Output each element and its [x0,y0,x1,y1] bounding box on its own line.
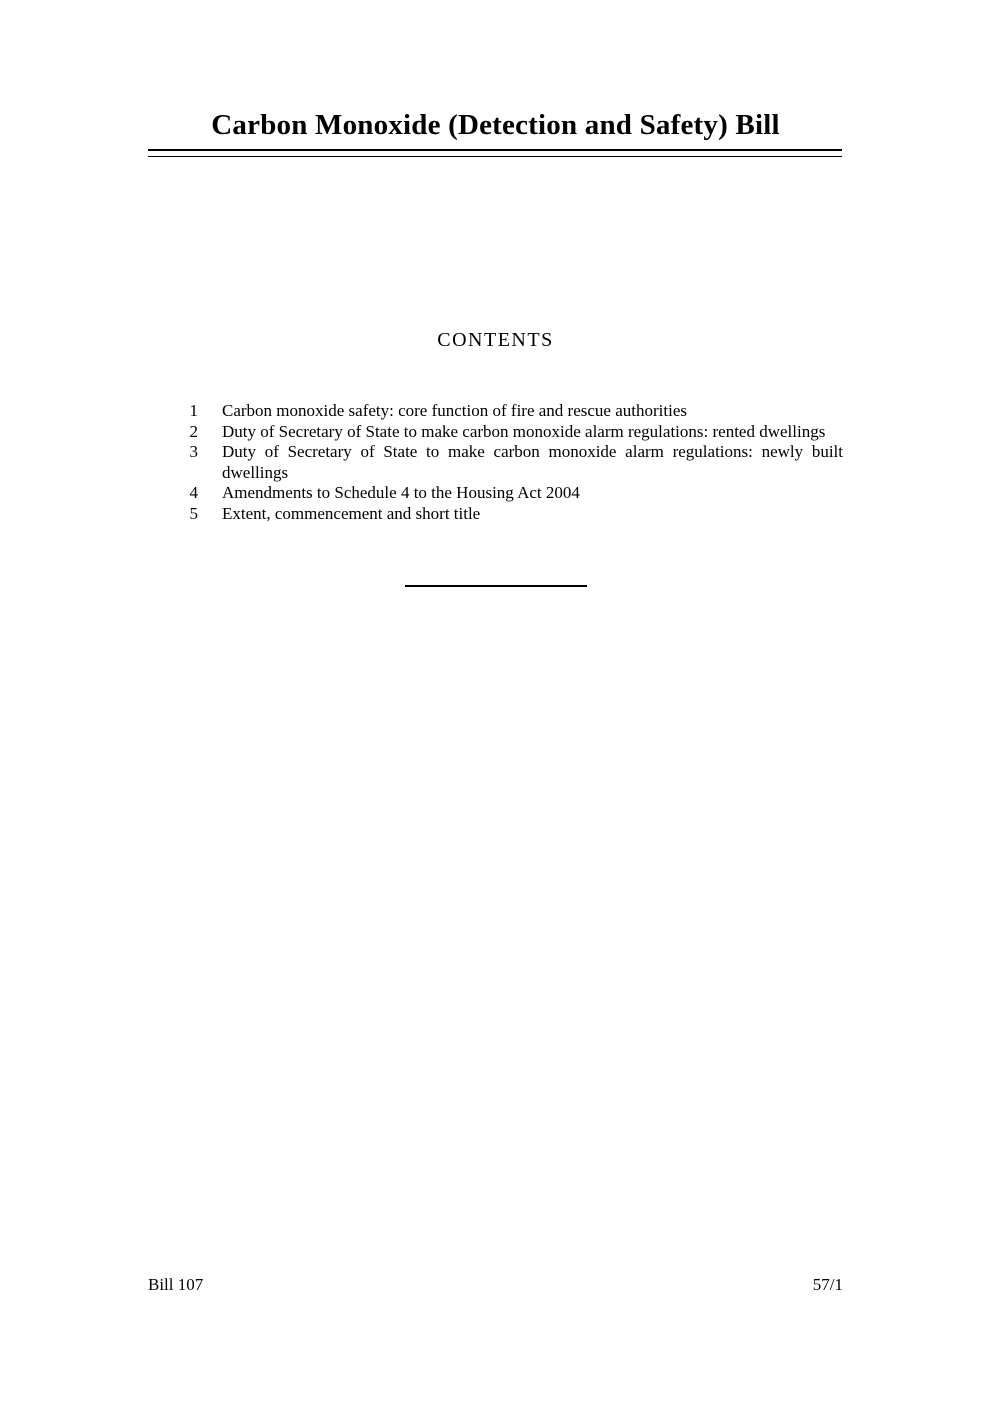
toc-item-number: 2 [189,421,198,441]
bill-number: Bill 107 [148,1275,204,1294]
section-separator-rule [405,585,587,587]
toc-item-title: Duty of Secretary of State to make carbon monoxide alarm regulations: newly built dwellings [222,442,843,482]
bill-title: Carbon Monoxide (Detection and Safety) Bill [211,109,780,141]
toc-item-number: 5 [189,503,198,523]
toc-item-title: Amendments to Schedule 4 to the Housing Act 2004 [222,483,580,502]
toc-item-number: 4 [189,483,198,502]
toc-item-title: Carbon monoxide safety: core function of fire and rescue authorities [222,401,687,420]
toc-item [148,483,843,504]
table-of-contents [148,401,843,524]
toc-item-number: 1 [189,401,198,420]
toc-item [148,504,843,525]
toc-item [148,422,843,443]
toc-item-number: 3 [189,442,198,461]
toc-item-title: Duty of Secretary of State to make carbon monoxide alarm regulations: rented dwellings [222,421,826,441]
toc-item [148,401,843,422]
contents-heading: CONTENTS [437,329,554,351]
page-footer [148,1274,843,1296]
toc-item [148,442,843,483]
title-double-rule [148,149,842,157]
session-print-number: 57/1 [812,1275,843,1294]
toc-item-title: Extent, commencement and short title [222,503,481,523]
